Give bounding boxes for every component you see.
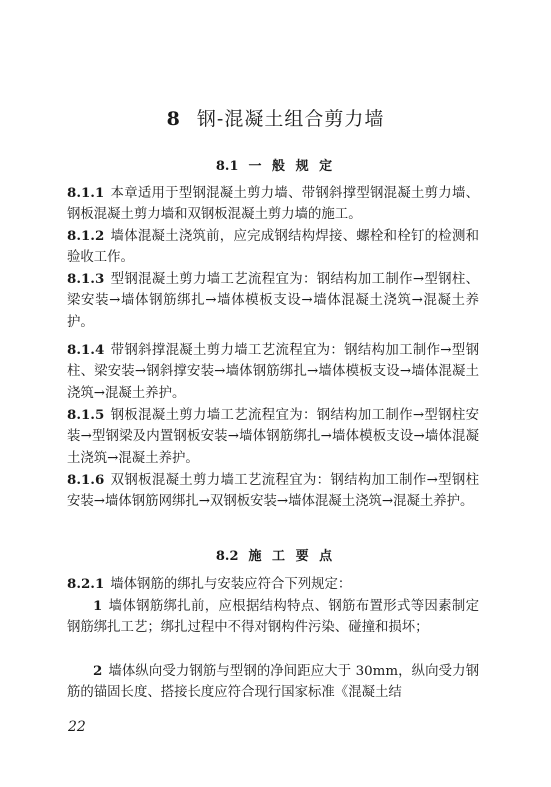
chapter-number: 8 xyxy=(166,108,181,130)
section-title: 施 工 要 点 xyxy=(248,549,336,564)
page-number: 22 xyxy=(68,719,86,735)
section-number: 8.2 xyxy=(215,549,239,564)
item-2 xyxy=(67,661,479,704)
item-number: 2 xyxy=(93,663,103,679)
clause-8-1-2 xyxy=(67,226,479,269)
item-1 xyxy=(67,596,479,639)
clause-number: 8.1.3 xyxy=(67,271,105,287)
chapter-title: 钢-混凝土组合剪力墙 xyxy=(196,108,385,130)
clause-number: 8.1.1 xyxy=(67,185,105,201)
clause-8-1-4 xyxy=(67,340,479,404)
chapter-heading xyxy=(0,104,551,131)
clause-text: 本章适用于型钢混凝土剪力墙、带钢斜撑型钢混凝土剪力墙、钢板混凝土剪力墙和双钢板混凝土剪力墙的施工。 xyxy=(67,186,479,223)
item-text: 墙体纵向受力钢筋与型钢的净间距应大于 30mm，纵向受力钢筋的锚固长度、搭接长度应符合现行国家标准《混凝土结 xyxy=(67,664,479,701)
clause-text: 双钢板混凝土剪力墙工艺流程宜为：钢结构加工制作→型钢柱安装→墙体钢筋网绑扎→双钢板安装→墙体混凝土浇筑→混凝土养护。 xyxy=(67,473,479,510)
section-title: 一 般 规 定 xyxy=(248,159,336,174)
clause-number: 8.1.2 xyxy=(67,228,105,244)
section-heading-8-1 xyxy=(0,155,551,174)
section-number: 8.1 xyxy=(215,159,239,174)
clause-text: 型钢混凝土剪力墙工艺流程宜为：钢结构加工制作→型钢柱、梁安装→墙体钢筋绑扎→墙体模板支设→墙体混凝土浇筑→混凝土养护。 xyxy=(67,272,479,330)
clause-number: 8.1.4 xyxy=(67,342,105,358)
clause-number: 8.1.5 xyxy=(67,407,105,423)
clause-number: 8.1.6 xyxy=(67,472,105,488)
clause-text: 钢板混凝土剪力墙工艺流程宜为：钢结构加工制作→型钢柱安装→型钢梁及内置钢板安装→墙体钢筋绑扎→墙体模板支设→墙体混凝土浇筑→混凝土养护。 xyxy=(67,408,479,466)
item-text: 墙体钢筋绑扎前，应根据结构特点、钢筋布置形式等因素制定钢筋绑扎工艺；绑扎过程中不得对钢构件污染、碰撞和损坏； xyxy=(67,599,479,636)
item-number: 1 xyxy=(93,598,103,614)
clause-text: 墙体混凝土浇筑前，应完成钢结构焊接、螺栓和栓钉的检测和验收工作。 xyxy=(67,229,479,266)
clause-8-1-1 xyxy=(67,183,479,226)
clause-number: 8.2.1 xyxy=(67,576,105,592)
clause-text: 墙体钢筋的绑扎与安装应符合下列规定： xyxy=(110,577,352,592)
clause-8-2-1 xyxy=(67,574,479,595)
clause-text: 带钢斜撑混凝土剪力墙工艺流程宜为：钢结构加工制作→型钢柱、梁安装→钢斜撑安装→墙体钢筋绑扎→墙体模板支设→墙体混凝土浇筑→混凝土养护。 xyxy=(67,343,479,401)
clause-8-1-3 xyxy=(67,269,479,333)
clause-8-1-5 xyxy=(67,405,479,469)
section-heading-8-2 xyxy=(0,545,551,564)
clause-8-1-6 xyxy=(67,470,479,513)
